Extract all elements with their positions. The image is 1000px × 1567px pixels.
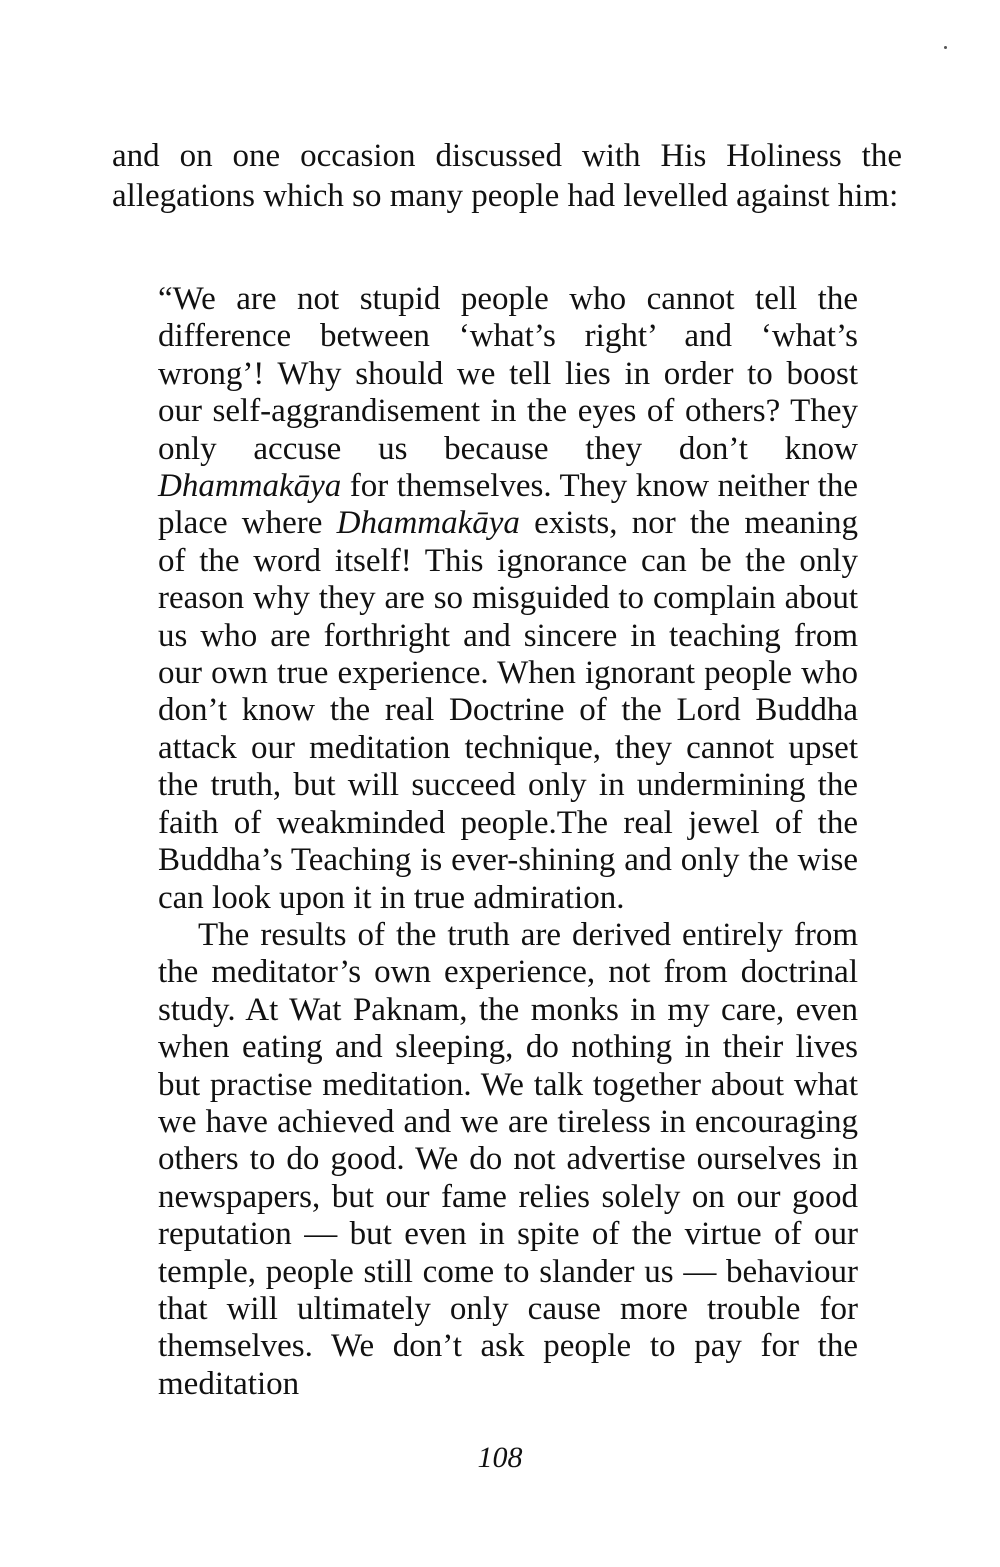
italic-term: Dhammakāya: [158, 468, 342, 505]
page-number: 108: [477, 1441, 523, 1474]
quote-paragraph-2: The results of the truth are derived entirely from the meditator’s own experience, not from doctrinal study. At Wat Paknam, the monks in my care, even when eating and sleeping, do nothing in their lives but practise meditation. We talk together about what we have achieved and we are tireless in encouraging others to do good. We do not advertise ourselves in newspapers, but our fame relies solely on our good reputation — but even in spite of the virtue of our temple, people still come to slander us — behaviour that will ultimately only cause more trouble for themselves. We don’t ask people to pay for the meditation: [158, 916, 858, 1402]
quote-text-3: exists, nor the meaning of the word itself! This ignorance can be the only reason why they are so misguided to complain about us who are forthright and sincere in teaching from our own true experience. When ignorant people who don’t know the real Doctrine of the Lord Buddha attack our meditation technique, they cannot upset the truth, but will succeed only in undermining the faith of weakminded people.The real jewel of the Buddha’s Teaching is ever-shining and only the wise can look upon it in true admiration.: [158, 505, 859, 916]
quote-text-2: for themselves. They know neither the place where: [158, 468, 858, 542]
scan-speck: [944, 46, 947, 49]
quote-text-1: “We are not stupid people who cannot tell the difference between ‘what’s right’ and ‘what’s wrong’! Why should we tell lies in order to boost our self-aggrandisement in the eyes of others? They only accuse us because they don’t know: [158, 281, 858, 467]
intro-paragraph: and on one occasion discussed with His Holiness the allegations which so many people had levelled against him:: [112, 138, 902, 214]
quotation-block: [158, 281, 858, 1403]
quote-paragraph-1: [158, 281, 858, 917]
italic-term: Dhammakāya: [336, 505, 520, 542]
